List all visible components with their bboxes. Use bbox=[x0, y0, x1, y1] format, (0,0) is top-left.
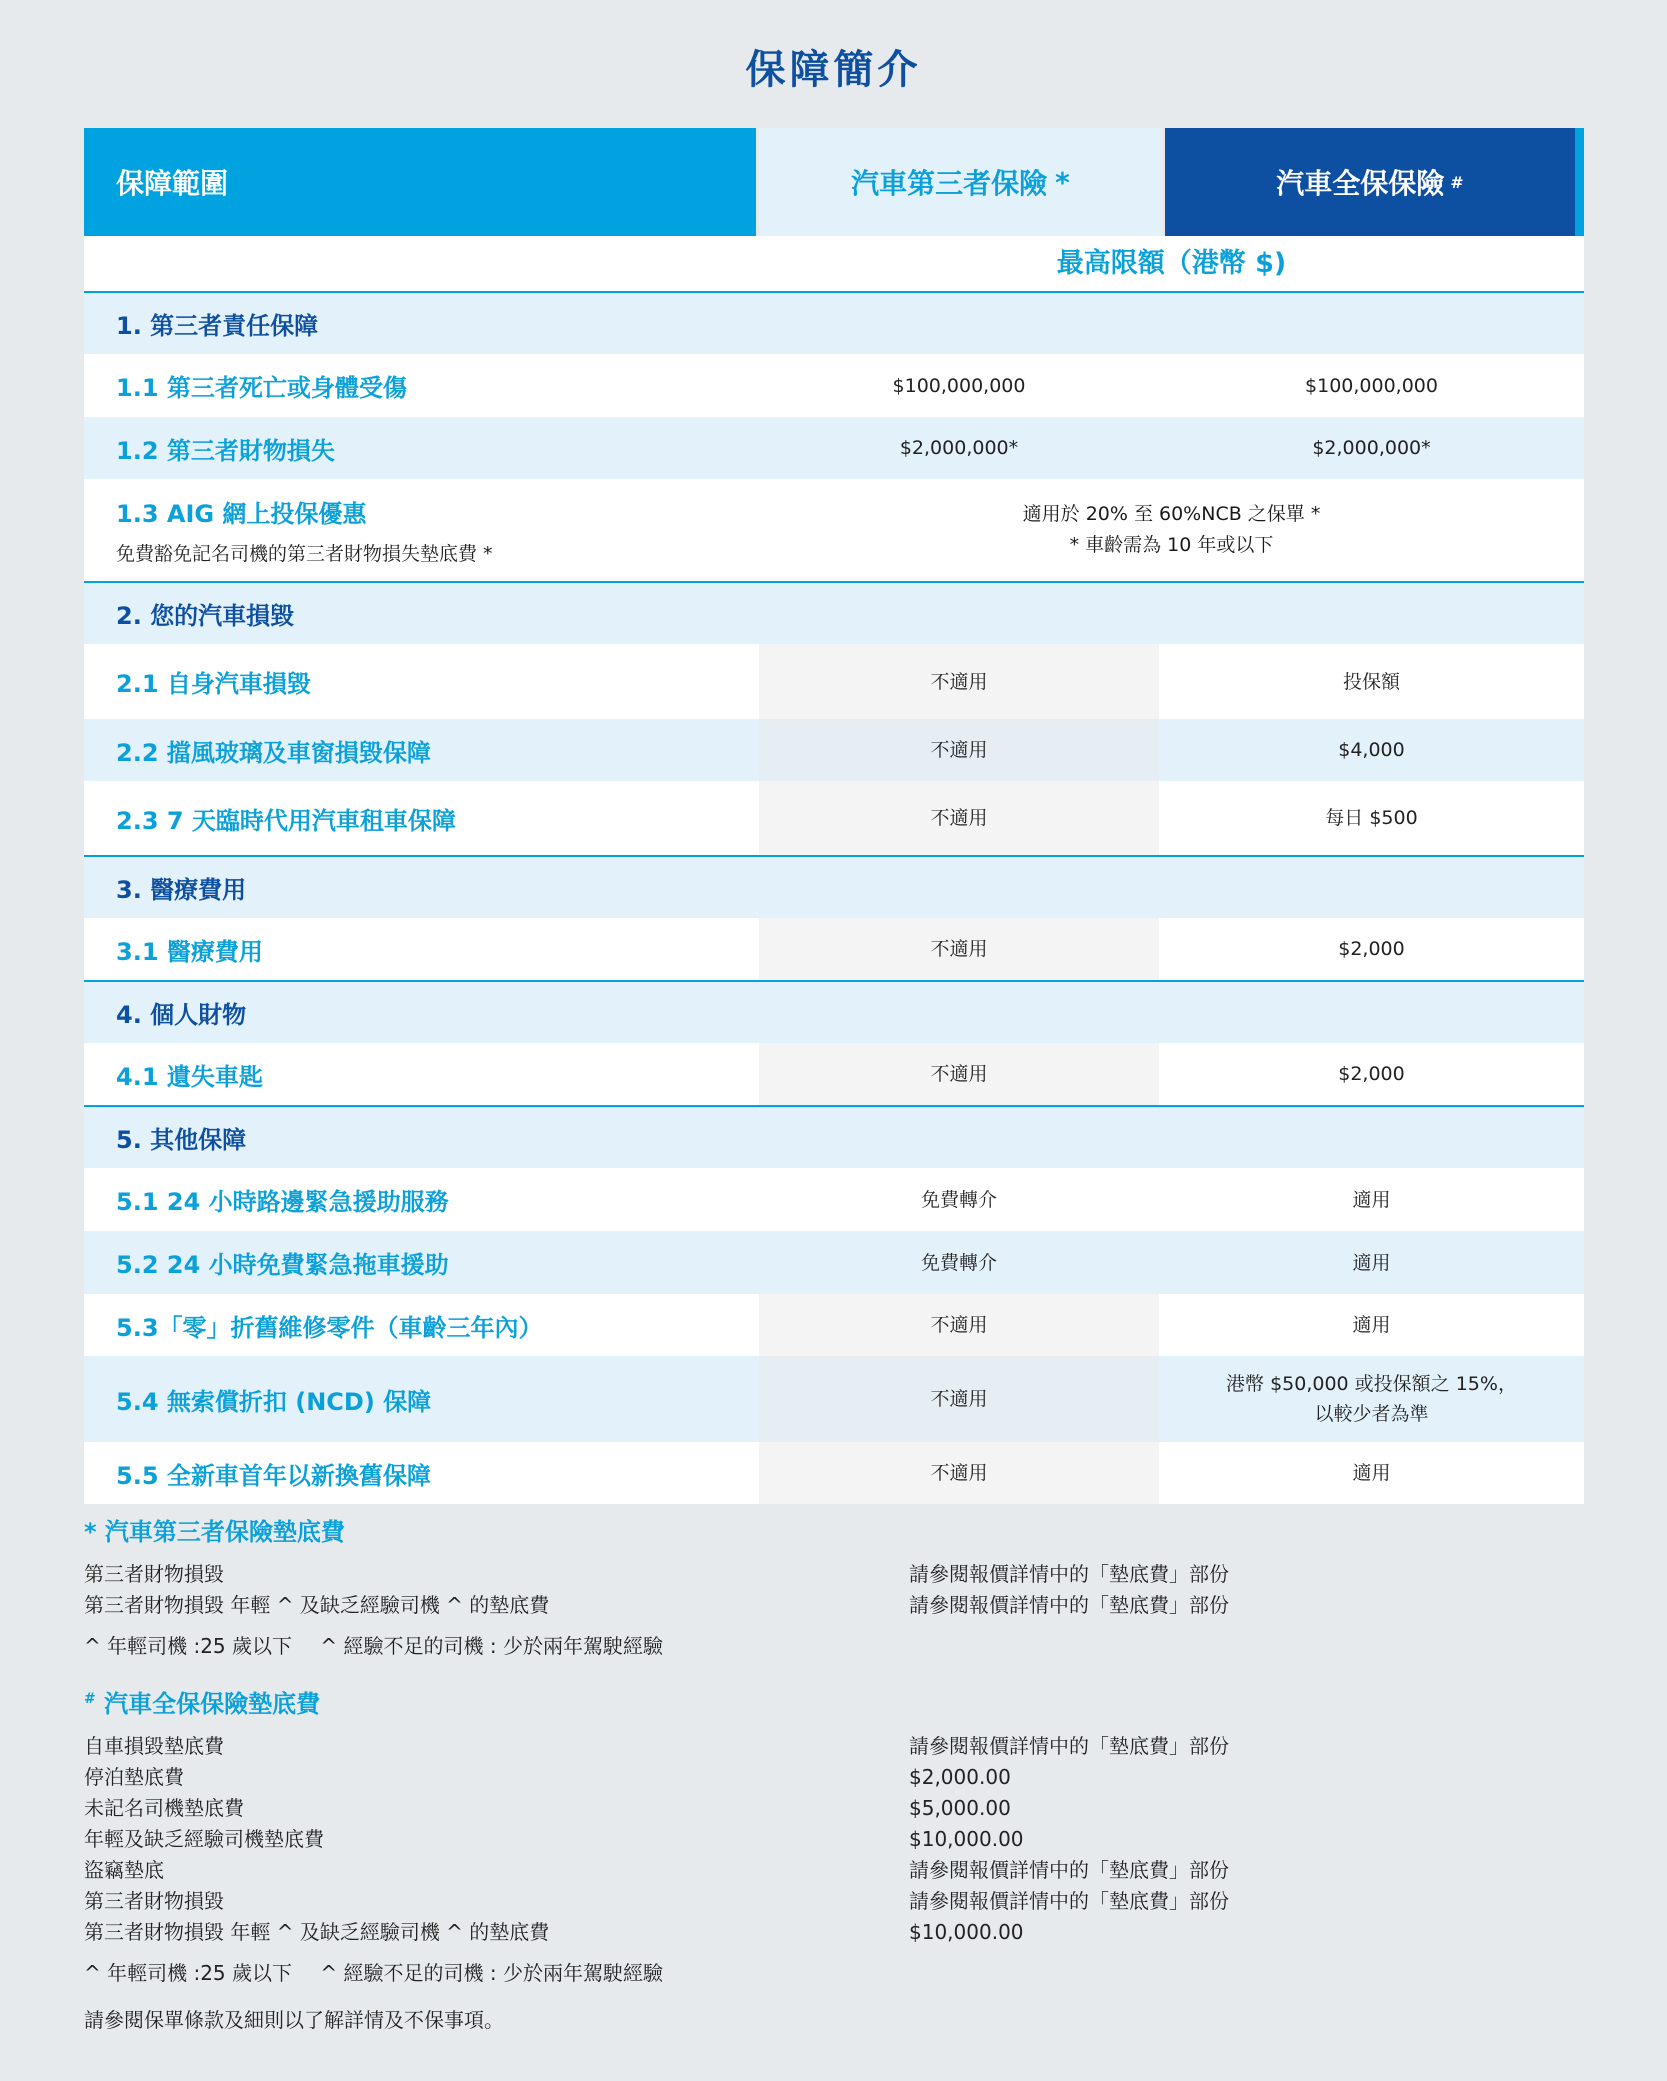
table-row bbox=[84, 1356, 1584, 1442]
merged-value-line: 適用於 20% 至 60%NCB 之保單 * bbox=[1022, 503, 1321, 525]
row-label: 5.3「零」折舊維修零件（車齡三年內） bbox=[116, 1313, 543, 1342]
limit-row bbox=[84, 236, 1584, 291]
merged-value-line: * 車齡需為 10 年或以下 bbox=[1069, 534, 1274, 556]
excess-value: 請參閱報價詳情中的「墊底費」部份 bbox=[909, 1889, 1229, 1913]
excess-item: 第三者財物損毀 年輕 ^ 及缺乏經驗司機 ^ 的墊底費 bbox=[84, 1593, 550, 1617]
comprehensive-value: 適用 bbox=[1352, 1462, 1391, 1484]
excess-item: 年輕及缺乏經驗司機墊底費 bbox=[84, 1827, 324, 1851]
third-party-value: 不適用 bbox=[759, 1442, 1159, 1504]
excess-item: 盜竊墊底 bbox=[84, 1858, 164, 1882]
page-title: 保障簡介 bbox=[745, 47, 922, 93]
excess-item: 自車損毀墊底費 bbox=[84, 1734, 224, 1758]
table-row bbox=[84, 781, 1584, 855]
section-row bbox=[84, 980, 1584, 1043]
table-row bbox=[84, 1442, 1584, 1504]
coverage-table bbox=[84, 128, 1584, 1504]
header-comprehensive bbox=[1165, 128, 1584, 236]
section-row bbox=[84, 855, 1584, 918]
list-item bbox=[84, 1824, 1584, 1855]
third-party-value: $100,000,000 bbox=[892, 374, 1026, 397]
row-label: 2.2 擋風玻璃及車窗損毀保障 bbox=[116, 738, 431, 767]
row-label: 1.3 AIG 網上投保優惠 bbox=[116, 500, 367, 528]
comprehensive-value: 每日 $500 bbox=[1325, 807, 1418, 829]
third-party-value: 不適用 bbox=[759, 918, 1159, 980]
section-title: 1. 第三者責任保障 bbox=[116, 312, 319, 340]
section-title: 5. 其他保障 bbox=[116, 1126, 247, 1154]
comp-excess-title: 汽車全保保險墊底費 bbox=[104, 1690, 321, 1718]
row-label: 5.4 無索償折扣 (NCD) 保障 bbox=[116, 1387, 432, 1416]
row-label: 2.1 自身汽車損毀 bbox=[116, 670, 311, 698]
table-row bbox=[84, 644, 1584, 719]
comprehensive-value: $4,000 bbox=[1338, 739, 1405, 761]
table-row bbox=[84, 354, 1584, 417]
comprehensive-value: 適用 bbox=[1352, 1251, 1391, 1274]
row-note: 免費豁免記名司機的第三者財物損失墊底費 * bbox=[116, 543, 493, 565]
third-party-value: $2,000,000* bbox=[899, 437, 1019, 459]
table-row bbox=[84, 1231, 1584, 1294]
third-party-value: 免費轉介 bbox=[920, 1251, 997, 1274]
table-row bbox=[84, 417, 1584, 479]
excess-value: 請參閱報價詳情中的「墊底費」部份 bbox=[909, 1858, 1229, 1882]
excess-value: 請參閱報價詳情中的「墊底費」部份 bbox=[909, 1593, 1229, 1617]
excess-value: $10,000.00 bbox=[909, 1827, 1024, 1851]
table-row bbox=[84, 918, 1584, 980]
row-label: 3.1 醫療費用 bbox=[116, 937, 263, 966]
comprehensive-value-line: 以較少者為準 bbox=[1314, 1403, 1429, 1425]
excess-item: 未記名司機墊底費 bbox=[84, 1796, 244, 1820]
header-comprehensive-mark: # bbox=[1450, 172, 1464, 192]
table-row bbox=[84, 719, 1584, 781]
excess-item: 第三者財物損毀 bbox=[84, 1562, 224, 1586]
row-label: 4.1 遺失車匙 bbox=[116, 1062, 263, 1091]
disclaimer: 請參閱保單條款及細則以了解詳情及不保事項。 bbox=[84, 2008, 504, 2032]
header-third-party-mark: * bbox=[1055, 165, 1070, 199]
footnote-inexperienced-driver: ^ 經驗不足的司機 : 少於兩年駕駛經驗 bbox=[320, 1961, 663, 1985]
excess-value: 請參閱報價詳情中的「墊底費」部份 bbox=[909, 1734, 1229, 1758]
section-title: 4. 個人財物 bbox=[116, 1001, 247, 1029]
section-row bbox=[84, 291, 1584, 354]
comprehensive-value: 適用 bbox=[1352, 1314, 1391, 1336]
list-item bbox=[84, 1886, 1584, 1917]
limit-label: 最高限額（港幣 $) bbox=[1056, 248, 1287, 279]
row-label: 5.2 24 小時免費緊急拖車援助 bbox=[116, 1251, 449, 1279]
row-label: 1.1 第三者死亡或身體受傷 bbox=[116, 374, 407, 402]
row-label: 5.1 24 小時路邊緊急援助服務 bbox=[116, 1188, 449, 1216]
comprehensive-value-line: 港幣 $50,000 或投保額之 15%， bbox=[1226, 1373, 1517, 1395]
tp-excess-heading: * 汽車第三者保險墊底費 bbox=[84, 1518, 345, 1546]
section-row bbox=[84, 1105, 1584, 1168]
comprehensive-value bbox=[1159, 1356, 1584, 1442]
excess-value: $10,000.00 bbox=[909, 1920, 1024, 1944]
footnote bbox=[84, 1958, 1584, 1989]
footnote-young-driver: ^ 年輕司機 :25 歲以下 bbox=[84, 1634, 293, 1658]
comprehensive-value: 投保額 bbox=[1342, 670, 1400, 693]
excess-value: $5,000.00 bbox=[909, 1796, 1011, 1820]
header-third-party bbox=[759, 128, 1162, 236]
header-third-party-label: 汽車第三者保險 bbox=[851, 167, 1048, 200]
list-item bbox=[84, 1762, 1584, 1793]
list-item bbox=[84, 1793, 1584, 1824]
table-row bbox=[84, 1043, 1584, 1105]
excess-item: 第三者財物損毀 bbox=[84, 1889, 224, 1913]
list-item bbox=[84, 1917, 1584, 1948]
excess-item: 停泊墊底費 bbox=[84, 1765, 184, 1789]
comprehensive-value: $2,000 bbox=[1338, 1063, 1405, 1085]
footnote bbox=[84, 1631, 1584, 1662]
merged-value bbox=[759, 479, 1584, 581]
comp-excess-heading bbox=[84, 1684, 1584, 1719]
excess-notes bbox=[84, 1512, 1584, 2036]
list-item bbox=[84, 1559, 1584, 1590]
excess-value: 請參閱報價詳情中的「墊底費」部份 bbox=[909, 1562, 1229, 1586]
comprehensive-value: $2,000 bbox=[1338, 938, 1405, 960]
third-party-value: 免費轉介 bbox=[920, 1188, 997, 1211]
third-party-value: 不適用 bbox=[759, 781, 1159, 855]
third-party-value: 不適用 bbox=[759, 719, 1159, 781]
footnote-young-driver: ^ 年輕司機 :25 歲以下 bbox=[84, 1961, 293, 1985]
excess-value: $2,000.00 bbox=[909, 1765, 1011, 1789]
excess-item: 第三者財物損毀 年輕 ^ 及缺乏經驗司機 ^ 的墊底費 bbox=[84, 1920, 550, 1944]
comprehensive-value: $100,000,000 bbox=[1305, 374, 1438, 397]
section-row bbox=[84, 581, 1584, 644]
section-title: 2. 您的汽車損毀 bbox=[116, 602, 295, 630]
comprehensive-value: $2,000,000* bbox=[1312, 437, 1431, 459]
third-party-value: 不適用 bbox=[759, 1294, 1159, 1356]
list-item bbox=[84, 1590, 1584, 1621]
list-item bbox=[84, 1731, 1584, 1762]
table-header bbox=[84, 128, 1584, 236]
list-item bbox=[84, 1855, 1584, 1886]
row-label: 5.5 全新車首年以新換舊保障 bbox=[116, 1461, 431, 1490]
header-comprehensive-label: 汽車全保保險 bbox=[1276, 167, 1445, 200]
table-row bbox=[84, 479, 1584, 581]
footnote-inexperienced-driver: ^ 經驗不足的司機 : 少於兩年駕駛經驗 bbox=[320, 1634, 663, 1658]
header-scope: 保障範圍 bbox=[84, 128, 756, 236]
third-party-value: 不適用 bbox=[759, 1043, 1159, 1105]
row-label: 2.3 7 天臨時代用汽車租車保障 bbox=[116, 806, 456, 835]
table-row bbox=[84, 1168, 1584, 1231]
comprehensive-value: 適用 bbox=[1352, 1188, 1391, 1211]
third-party-value: 不適用 bbox=[759, 1356, 1159, 1442]
table-row bbox=[84, 1294, 1584, 1356]
section-title: 3. 醫療費用 bbox=[116, 876, 247, 904]
third-party-value: 不適用 bbox=[759, 644, 1159, 719]
comp-excess-mark: # bbox=[84, 1691, 96, 1707]
row-label: 1.2 第三者財物損失 bbox=[116, 436, 335, 465]
